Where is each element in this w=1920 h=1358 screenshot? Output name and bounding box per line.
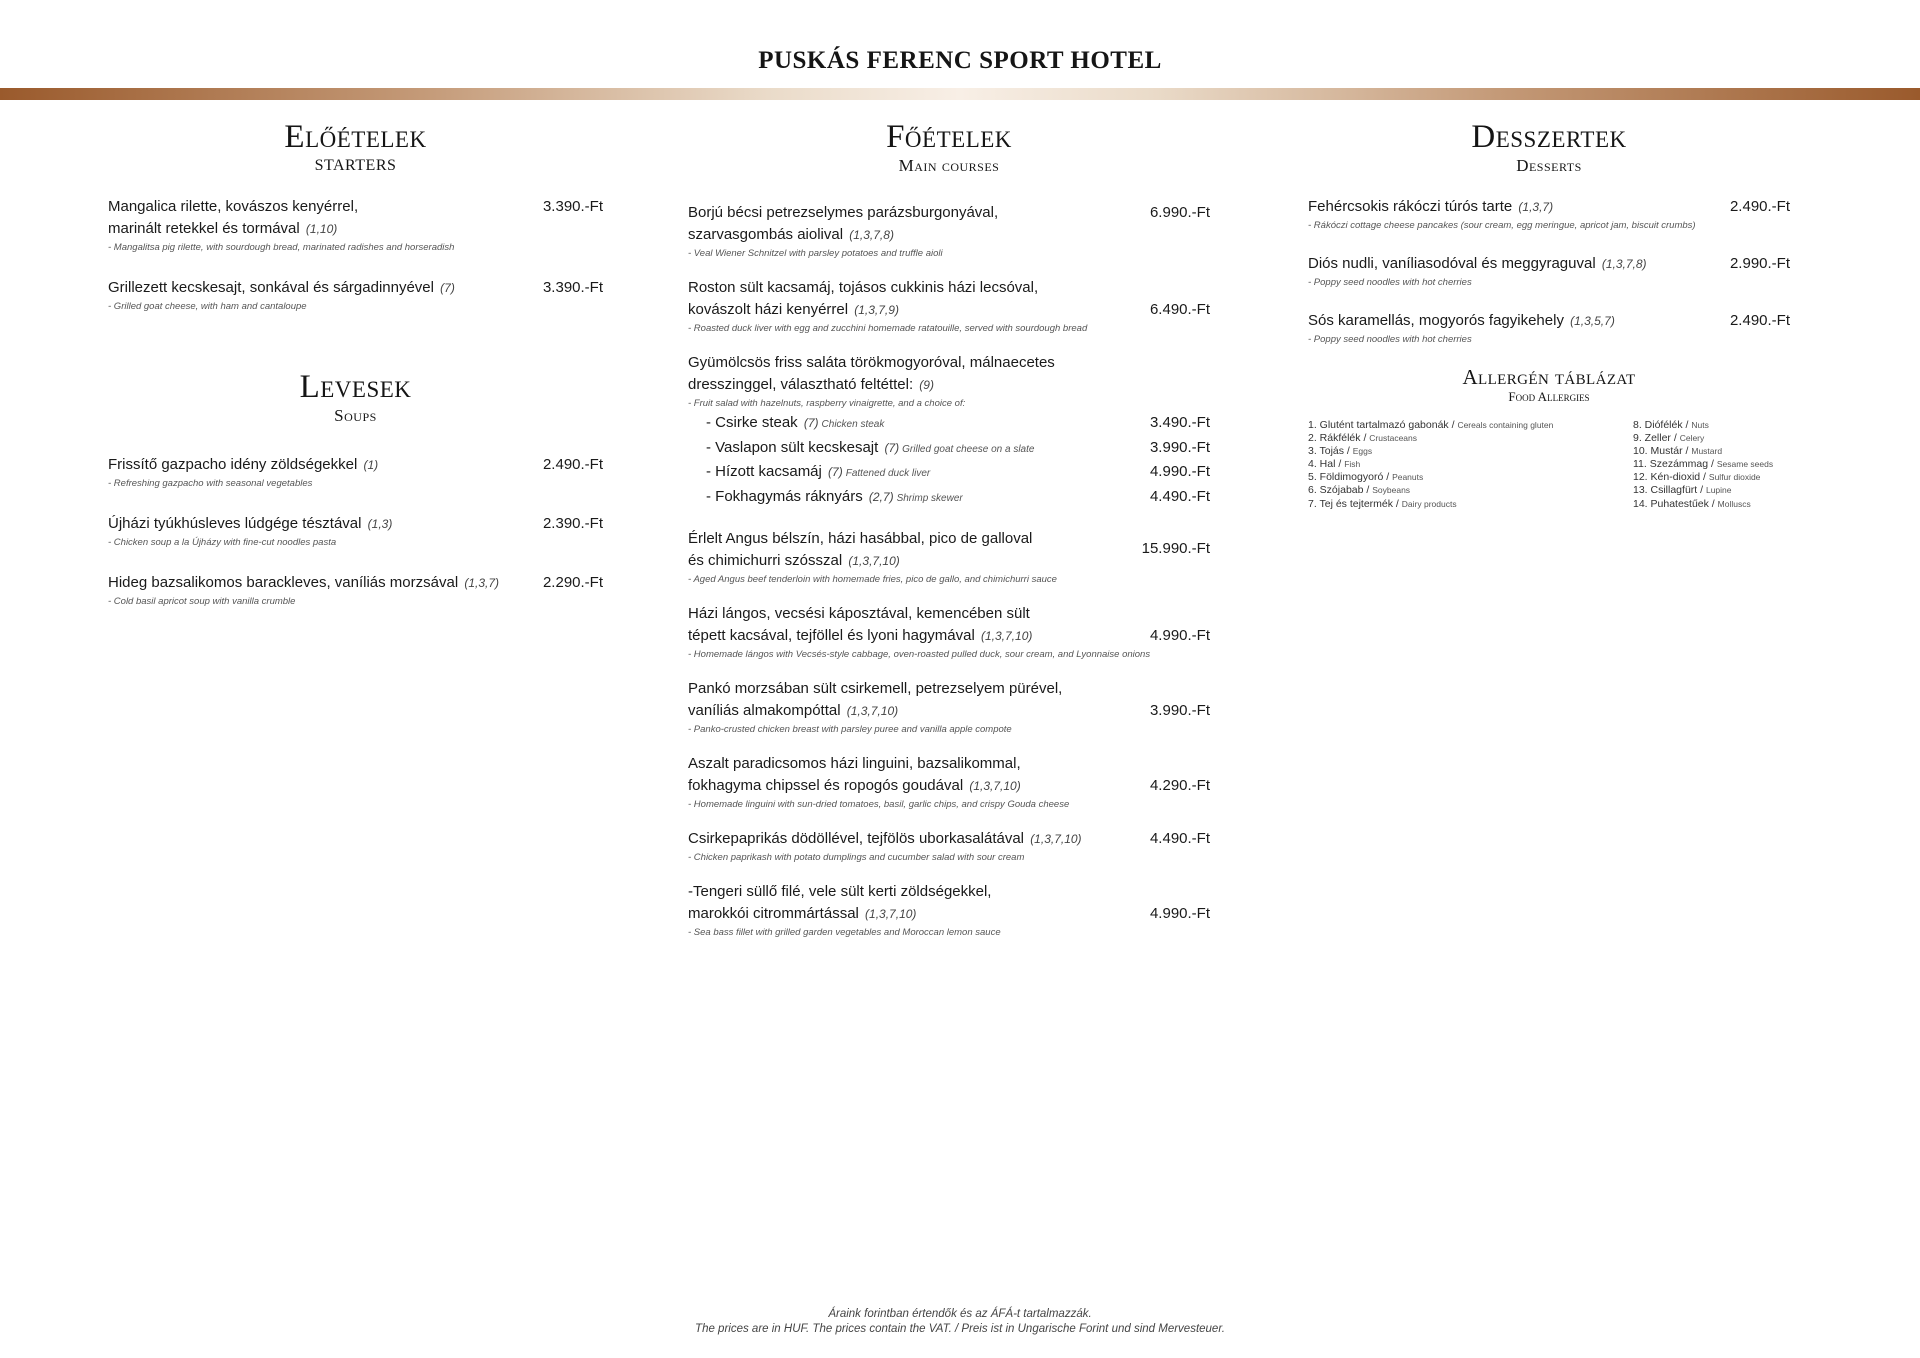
dish-text: szarvasgombás aiolival xyxy=(688,226,844,243)
allergen-en: Nuts xyxy=(1691,420,1709,430)
dish-description: - Veal Wiener Schnitzel with parsley potatoes and truffle aioli xyxy=(688,248,943,259)
dish-name-line xyxy=(1308,310,1700,332)
menu-item xyxy=(1308,310,1790,347)
dish-name xyxy=(108,454,603,476)
allergen-subtitle: Food Allergies xyxy=(1508,389,1590,404)
dish-text: Házi lángos, vecsési káposztával, kemencében sült xyxy=(688,605,1030,622)
allergen-hu: 7. Tej és tejtermék xyxy=(1308,497,1394,510)
dish-name-line xyxy=(108,513,513,535)
dish-description: - Homemade linguini with sun-dried tomatoes, basil, garlic chips, and crispy Gouda cheese xyxy=(688,799,1070,810)
allergen-en: Sulfur dioxide xyxy=(1708,472,1761,483)
option-price: 4.990.-Ft xyxy=(1149,463,1210,480)
dish-description: - Poppy seed noodles with hot cherries xyxy=(1308,277,1472,288)
salad-option xyxy=(688,486,1210,511)
desserts-list xyxy=(1308,196,1790,347)
footer-line: Áraink forintban értendők és az ÁFÁ-t tartalmazzák. xyxy=(828,1308,1092,1320)
allergen-codes: (1,3,7,10) xyxy=(969,779,1021,793)
allergen-codes: (1,3,7) xyxy=(1518,200,1554,214)
allergen-hu: 10. Mustár xyxy=(1633,445,1683,458)
allergen-row: 3. Tojás / Eggs xyxy=(1308,445,1373,458)
dish-name-line xyxy=(688,678,1115,700)
menu-item xyxy=(108,277,603,314)
allergen-hu: 9. Zeller xyxy=(1633,432,1671,445)
dish-price: 4.290.-Ft xyxy=(1149,777,1210,794)
starters-list xyxy=(108,196,603,314)
dish-text: dresszinggel, választható feltéttel: xyxy=(688,376,914,393)
dish-name xyxy=(1308,310,1790,332)
allergen-title: Allergén táblázat xyxy=(1462,365,1636,389)
dish-price: 3.990.-Ft xyxy=(1149,702,1210,719)
option-name: - Fokhagymás ráknyárs xyxy=(706,487,863,505)
section-title: Desszertek xyxy=(1471,119,1627,155)
mains-list xyxy=(688,202,1210,940)
dish-name xyxy=(688,828,1210,850)
allergen-row: 12. Kén-dioxid / Sulfur dioxide xyxy=(1633,471,1761,484)
allergen-hu: 12. Kén-dioxid xyxy=(1633,471,1701,484)
menu-item xyxy=(688,678,1210,737)
hotel-title: PUSKÁS FERENC SPORT HOTEL xyxy=(758,47,1162,74)
dish-name-line xyxy=(688,775,1115,797)
dish-name-line xyxy=(688,277,1115,299)
allergen-codes: (1,10) xyxy=(305,222,338,236)
dish-name xyxy=(688,277,1210,321)
dish-price: 6.990.-Ft xyxy=(1149,204,1210,221)
dish-price: 4.990.-Ft xyxy=(1149,905,1210,922)
soups-list xyxy=(108,454,603,609)
allergen-row: 6. Szójabab / Soybeans xyxy=(1308,484,1411,497)
allergen-en: Celery xyxy=(1679,433,1705,444)
dish-name-line xyxy=(688,352,1115,374)
dish-text: Grillezett kecskesajt, sonkával és sárgadinnyével xyxy=(108,279,434,296)
dish-price: 2.390.-Ft xyxy=(542,515,603,532)
menu-item xyxy=(108,196,603,255)
dish-text: Pankó morzsában sült csirkemell, petrezselyem pürével, xyxy=(688,680,1063,697)
allergen-grid xyxy=(1308,419,1790,519)
menu-item xyxy=(1308,196,1790,233)
dish-text: vaníliás almakompóttal xyxy=(688,702,841,719)
allergen-en: Mustard xyxy=(1691,446,1723,457)
allergen-row: 9. Zeller / Celery xyxy=(1633,432,1705,445)
allergen-hu: 5. Földimogyoró xyxy=(1308,471,1384,484)
dish-name-line xyxy=(1308,196,1700,218)
allergen-codes: (2,7) xyxy=(868,489,894,504)
allergen-row: 8. Diófélék / Nuts xyxy=(1633,419,1709,431)
dish-description: - Homemade lángos with Vecsés-style cabbage, oven-roasted pulled duck, sour cream, and Lyonnaise onions xyxy=(688,649,1151,660)
option-english: Fattened duck liver xyxy=(845,468,931,479)
allergen-hu: 13. Csillagfürt xyxy=(1633,484,1698,497)
allergen-en: Lupine xyxy=(1705,485,1732,496)
allergen-codes: (1,3,7,10) xyxy=(848,554,900,568)
dish-name-line xyxy=(688,625,1115,647)
option-price: 3.490.-Ft xyxy=(1149,414,1210,431)
menu-item xyxy=(688,528,1210,587)
dish-text: Sós karamellás, mogyorós fagyikehely xyxy=(1308,312,1564,329)
allergen-codes: (1,3,7,10) xyxy=(1030,832,1082,846)
dish-name-line xyxy=(688,202,1115,224)
dish-name-line xyxy=(108,572,513,594)
allergen-en: Cereals containing gluten xyxy=(1457,420,1554,430)
dish-price: 6.490.-Ft xyxy=(1149,301,1210,318)
allergen-row: 5. Földimogyoró / Peanuts xyxy=(1308,471,1424,484)
menu-item xyxy=(1308,253,1790,290)
allergen-codes: (1,3,7,10) xyxy=(865,907,917,921)
dish-price: 4.490.-Ft xyxy=(1149,830,1210,847)
dish-text: Diós nudli, vaníliasodóval és meggyraguval xyxy=(1308,255,1596,272)
allergen-codes: (1,3,7,10) xyxy=(981,629,1033,643)
dish-name-line xyxy=(688,374,1115,396)
dish-name-line xyxy=(688,700,1115,722)
dish-name xyxy=(1308,253,1790,275)
allergen-column xyxy=(1308,419,1553,511)
dish-text: fokhagyma chipssel és ropogós goudával xyxy=(688,777,964,794)
dish-price: 3.390.-Ft xyxy=(542,198,603,215)
dish-name-line xyxy=(688,528,1115,550)
allergen-codes: (1,3,7,8) xyxy=(849,228,894,242)
option-price: 4.490.-Ft xyxy=(1149,487,1210,505)
dish-text: Csirkepaprikás dödöllével, tejfölös uborkasalátával xyxy=(688,830,1025,847)
dish-text: Roston sült kacsamáj, tojásos cukkinis házi lecsóval, xyxy=(688,279,1039,296)
dish-text: Fehércsokis rákóczi túrós tarte xyxy=(1308,198,1513,215)
allergen-codes: (7) xyxy=(803,416,819,430)
salad-options xyxy=(688,412,1210,510)
allergen-codes: (7) xyxy=(440,281,455,295)
dish-name xyxy=(688,678,1210,722)
option-name: - Vaslapon sült kecskesajt xyxy=(706,438,879,456)
dish-price: 2.990.-Ft xyxy=(1729,255,1790,272)
dish-text: kovászolt házi kenyérrel xyxy=(688,301,849,318)
dish-text: tépett kacsával, tejföllel és lyoni hagymával xyxy=(688,627,975,644)
dish-description: - Mangalitsa pig rilette, with sourdough bread, marinated radishes and horseradish xyxy=(108,242,455,253)
allergen-en: Peanuts xyxy=(1392,472,1424,483)
dish-name xyxy=(108,196,603,240)
dish-text: Érlelt Angus bélszín, házi hasábbal, pico de galloval xyxy=(688,530,1033,547)
dish-name xyxy=(688,753,1210,797)
dish-name-line xyxy=(688,603,1115,625)
menu-item xyxy=(688,881,1210,940)
section-title: Levesek xyxy=(299,369,412,405)
dish-name-line xyxy=(688,828,1115,850)
section-subtitle: Main courses xyxy=(898,156,1000,175)
option-name: - Csirke steak xyxy=(706,414,798,431)
dish-description: - Cold basil apricot soup with vanilla crumble xyxy=(108,596,296,607)
dish-name-line xyxy=(688,224,1115,246)
dish-price: 3.390.-Ft xyxy=(542,279,603,296)
starters-section xyxy=(108,118,603,314)
allergen-hu: 3. Tojás xyxy=(1308,445,1344,458)
menu-item xyxy=(108,454,603,491)
dish-price: 2.490.-Ft xyxy=(1729,312,1790,329)
dish-price: 2.490.-Ft xyxy=(542,456,603,473)
salad-item xyxy=(688,352,1210,510)
dish-text: marokkói citrommártással xyxy=(688,905,859,922)
section-subtitle: Desserts xyxy=(1516,156,1582,175)
allergen-codes: (1,3,5,7) xyxy=(1570,314,1615,328)
footer-note xyxy=(0,1307,1920,1337)
dish-text: marinált retekkel és tormával xyxy=(108,220,300,237)
dish-price: 2.490.-Ft xyxy=(1729,198,1790,215)
allergen-en: Crustaceans xyxy=(1369,433,1418,444)
allergen-row: 13. Csillagfürt / Lupine xyxy=(1633,484,1732,497)
allergen-codes: (1,3,7,8) xyxy=(1601,257,1647,271)
allergen-en: Eggs xyxy=(1352,446,1373,457)
dish-name xyxy=(688,603,1210,647)
allergen-en: Dairy products xyxy=(1401,498,1457,509)
allergen-codes: (1,3,7,10) xyxy=(846,704,899,718)
option-english: Grilled goat cheese on a slate xyxy=(902,443,1035,455)
dish-description: - Chicken paprikash with potato dumplings and cucumber salad with sour cream xyxy=(688,852,1025,863)
allergen-codes: (1,3,7) xyxy=(464,576,500,590)
allergen-codes: (9) xyxy=(919,378,934,392)
salad-option xyxy=(688,437,1210,462)
dish-description: - Roasted duck liver with egg and zucchini homemade ratatouille, served with sourdough bread xyxy=(688,323,1088,334)
section-title: Főételek xyxy=(886,119,1012,155)
dish-name xyxy=(1308,196,1790,218)
option-name: - Hízott kacsamáj xyxy=(706,463,822,480)
allergen-codes: (1,3) xyxy=(367,517,393,531)
dish-name-line xyxy=(688,550,1115,572)
dish-description: - Panko-crusted chicken breast with parsley puree and vanilla apple compote xyxy=(688,724,1012,735)
allergen-hu: 1. Glutént tartalmazó gabonák xyxy=(1308,419,1449,431)
middle-column xyxy=(688,118,1210,940)
allergen-hu: 8. Diófélék xyxy=(1633,419,1683,431)
menu-item xyxy=(688,828,1210,865)
allergen-hu: 6. Szójabab xyxy=(1308,484,1364,497)
menu-item xyxy=(688,603,1210,662)
dish-description: - Fruit salad with hazelnuts, raspberry vinaigrette, and a choice of: xyxy=(688,398,966,409)
allergen-en: Sesame seeds xyxy=(1716,459,1774,470)
dish-name-line xyxy=(688,299,1115,321)
menu-item xyxy=(688,753,1210,812)
allergen-row: 4. Hal / Fish xyxy=(1308,458,1361,471)
allergen-row: 10. Mustár / Mustard xyxy=(1633,445,1723,458)
dish-text: Aszalt paradicsomos házi linguini, bazsalikommal, xyxy=(688,755,1021,772)
dish-text: Frissítő gazpacho idény zöldségekkel xyxy=(108,456,358,473)
decorative-band xyxy=(0,88,1920,100)
allergen-column xyxy=(1633,419,1773,511)
menu-item xyxy=(108,513,603,550)
dish-description: - Chicken soup a la Újházy with fine-cut noodles pasta xyxy=(108,537,337,548)
allergen-en: Soybeans xyxy=(1372,485,1411,496)
dish-description: - Aged Angus beef tenderloin with homemade fries, pico de gallo, and chimichurri sauce xyxy=(688,574,1057,585)
dish-description: - Refreshing gazpacho with seasonal vegetables xyxy=(108,478,313,489)
dish-price: 4.990.-Ft xyxy=(1149,627,1210,644)
allergen-row: 14. Puhatestűek / Molluscs xyxy=(1633,497,1751,510)
allergen-row: 11. Szezámmag / Sesame seeds xyxy=(1633,458,1774,471)
dish-name-line xyxy=(108,277,513,299)
allergen-row: 7. Tej és tejtermék / Dairy products xyxy=(1308,497,1457,510)
dish-name-line xyxy=(1308,253,1700,275)
dish-description: - Rákóczi cottage cheese pancakes (sour cream, egg meringue, apricot jam, biscuit crumbs) xyxy=(1308,220,1696,231)
allergen-codes: (1) xyxy=(363,458,379,472)
option-english: Shrimp skewer xyxy=(896,492,963,504)
allergen-en: Molluscs xyxy=(1717,498,1751,509)
allergen-row: 1. Glutént tartalmazó gabonák / Cereals containing gluten xyxy=(1308,419,1554,431)
allergen-hu: 14. Puhatestűek xyxy=(1633,497,1709,510)
dish-text: Borjú bécsi petrezselymes parázsburgonyával, xyxy=(688,204,999,221)
allergen-en: Fish xyxy=(1344,459,1361,470)
dish-name xyxy=(688,352,1210,396)
dish-price: 2.290.-Ft xyxy=(542,574,603,591)
salad-option xyxy=(688,461,1210,486)
section-subtitle: STARTERS xyxy=(314,157,397,174)
dish-text: és chimichurri szósszal xyxy=(688,552,843,569)
dish-price: 15.990.-Ft xyxy=(1141,540,1210,557)
dish-name-line: Mangalica rilette, kovászos kenyérrel, xyxy=(108,198,359,215)
dish-description: - Grilled goat cheese, with ham and cantaloupe xyxy=(108,301,307,312)
dish-text: Hideg bazsalikomos barackleves, vaníliás morzsával xyxy=(108,574,459,591)
allergen-hu: 2. Rákfélék xyxy=(1308,432,1361,445)
option-price: 3.990.-Ft xyxy=(1149,438,1210,456)
dish-name-line xyxy=(688,903,1115,925)
allergen-row: 2. Rákfélék / Crustaceans xyxy=(1308,432,1418,445)
dish-name xyxy=(688,528,1210,572)
menu-item xyxy=(108,572,603,609)
section-title: Előételek xyxy=(284,119,427,155)
footer-line: The prices are in HUF. The prices contain the VAT. / Preis ist in Ungarische Forint und sind Mervesteuer. xyxy=(695,1323,1225,1335)
allergen-hu: 11. Szezámmag xyxy=(1633,458,1709,471)
dish-name-line xyxy=(688,881,1115,903)
allergen-codes: (7) xyxy=(828,465,843,479)
left-column xyxy=(108,118,603,609)
dish-description: - Poppy seed noodles with hot cherries xyxy=(1308,334,1472,345)
dish-description: - Sea bass fillet with grilled garden vegetables and Moroccan lemon sauce xyxy=(688,927,1001,938)
allergen-hu: 4. Hal xyxy=(1308,458,1336,471)
dish-text: -Tengeri süllő filé, vele sült kerti zöldségekkel, xyxy=(688,883,992,900)
menu-item xyxy=(688,202,1210,261)
option-english: Chicken steak xyxy=(821,419,885,430)
dish-name-line xyxy=(108,454,513,476)
dish-text: Gyümölcsös friss saláta törökmogyoróval, málnaecetes xyxy=(688,354,1055,371)
dish-name xyxy=(108,572,603,594)
dish-name xyxy=(688,202,1210,246)
menu-item xyxy=(688,277,1210,336)
allergen-table xyxy=(1308,365,1790,519)
dish-name xyxy=(108,513,603,535)
allergen-codes: (7) xyxy=(884,440,900,455)
salad-option xyxy=(688,412,1210,437)
dish-name-line xyxy=(688,753,1115,775)
dish-name xyxy=(108,277,603,299)
section-subtitle: Soups xyxy=(334,406,377,425)
soups-section xyxy=(108,368,603,609)
dish-name-line xyxy=(108,218,513,240)
right-column xyxy=(1308,118,1790,519)
dish-text: Újházi tyúkhúsleves lúdgége tésztával xyxy=(108,515,362,532)
allergen-codes: (1,3,7,9) xyxy=(854,303,899,317)
dish-name xyxy=(688,881,1210,925)
